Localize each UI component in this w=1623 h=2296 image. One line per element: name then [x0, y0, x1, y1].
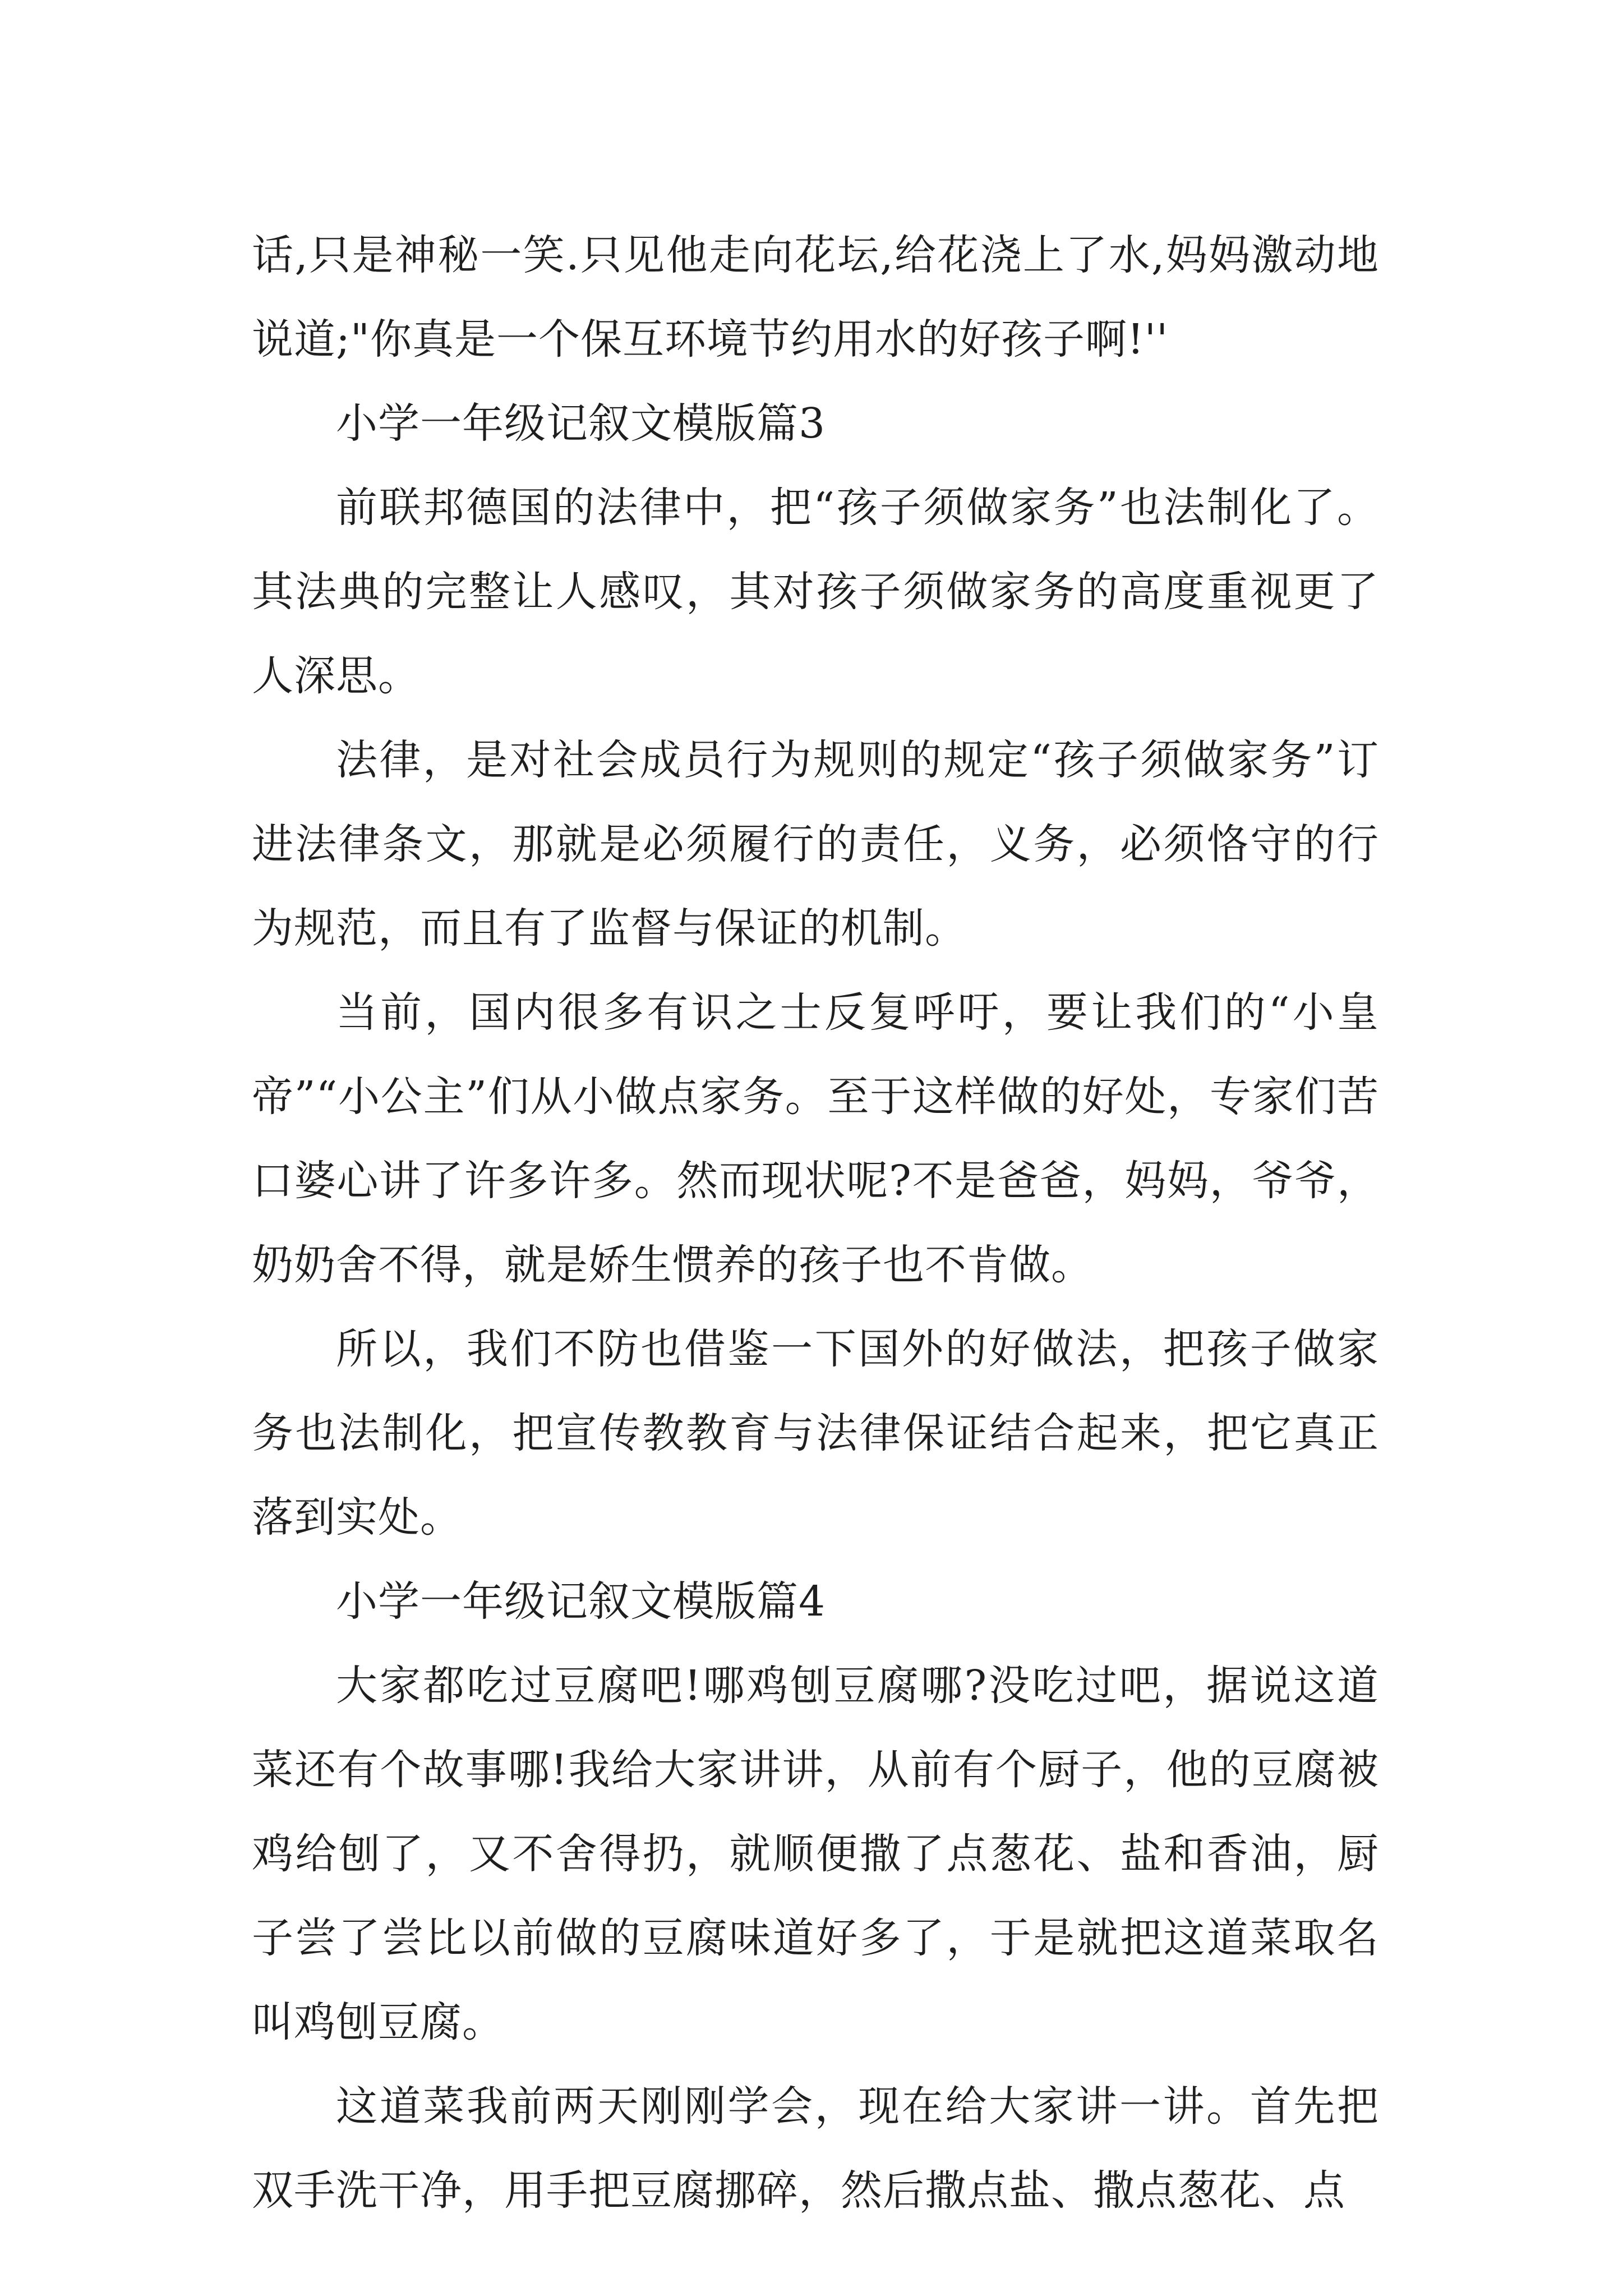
paragraph: 法律，是对社会成员行为规则的规定“孩子须做家务”订进法律条文，那就是必须履行的责任，义务，必须恪守的行为规范，而且有了监督与保证的机制。 — [252, 736, 1379, 953]
paragraph: 当前，国内很多有识之士反复呼吁，要让我们的“小皇帝”“小公主”们从小做点家务。至于这样做的好处，专家们苦口婆心讲了许多许多。然而现状呢?不是爸爸，妈妈，爷爷，奶奶舍不得，就是娇生惯养的孩子也不肯做。 — [252, 988, 1379, 1289]
document-body — [252, 213, 1379, 2233]
paragraph: 前联邦德国的法律中，把“孩子须做家务”也法制化了。其法典的完整让人感叹，其对孩子须做家务的高度重视更了人深思。 — [252, 484, 1379, 700]
section-heading-4: 小学一年级记叙文模版篇4 — [336, 1577, 826, 1626]
paragraph: 这道菜我前两天刚刚学会，现在给大家讲一讲。首先把双手洗干净，用手把豆腐挪碎，然后撒点盐、撒点葱花、点 — [252, 2082, 1379, 2215]
section-heading-3: 小学一年级记叙文模版篇3 — [336, 399, 826, 448]
paragraph: 所以，我们不防也借鉴一下国外的好做法，把孩子做家务也法制化，把宣传教教育与法律保证结合起来，把它真正落到实处。 — [252, 1325, 1379, 1542]
paragraph: 大家都吃过豆腐吧!哪鸡刨豆腐哪?没吃过吧，据说这道菜还有个故事哪!我给大家讲讲，从前有个厨子，他的豆腐被鸡给刨了，又不舍得扔，就顺便撒了点葱花、盐和香油，厨子尝了尝比以前做的豆腐味道好多了，于是就把这道菜取名叫鸡刨豆腐。 — [252, 1662, 1379, 2046]
paragraph-continued: 话,只是神秘一笑.只见他走向花坛,给花浇上了水,妈妈激动地说道;"你真是一个保互环境节约用水的好孩子啊!'' — [252, 231, 1379, 364]
